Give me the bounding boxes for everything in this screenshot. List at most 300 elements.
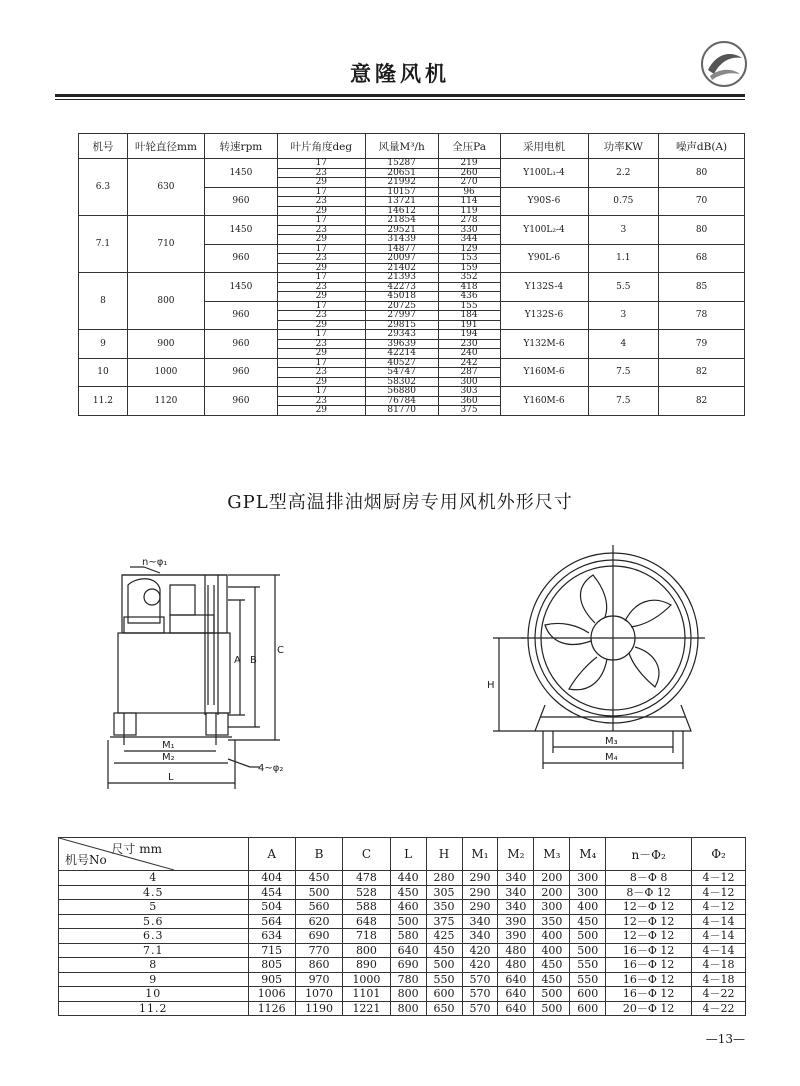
air-volume-cell: 20725 xyxy=(365,301,438,311)
dimension-cell: 340 xyxy=(498,871,534,886)
dimension-cell: 4－18 xyxy=(692,958,746,973)
dimension-cell: 16－Φ 12 xyxy=(606,958,692,973)
label-l: L xyxy=(168,772,174,783)
impeller-diameter-cell: 900 xyxy=(127,330,204,359)
blade-angle-cell: 17 xyxy=(277,387,365,397)
noise-cell: 82 xyxy=(659,387,745,416)
total-pressure-cell: 240 xyxy=(438,349,500,359)
blade-angle-cell: 23 xyxy=(277,396,365,406)
perf-header-cell: 叶轮直径mm xyxy=(127,134,204,159)
dimension-cell: 4－14 xyxy=(692,914,746,929)
speed-cell: 960 xyxy=(205,387,278,416)
perf-row xyxy=(79,216,745,226)
dimension-cell: 400 xyxy=(534,929,570,944)
dimension-cell: 1070 xyxy=(295,987,342,1002)
blade-angle-cell: 17 xyxy=(277,159,365,169)
air-volume-cell: 58302 xyxy=(365,377,438,387)
dimension-cell: 528 xyxy=(343,885,390,900)
dim-row xyxy=(59,972,746,987)
side-view-drawing xyxy=(100,545,315,795)
noise-cell: 80 xyxy=(659,159,745,188)
dim-header-cell: L xyxy=(390,838,426,871)
dimension-cell: 588 xyxy=(343,900,390,915)
dimension-cell: 1190 xyxy=(295,1001,342,1016)
dimension-cell: 690 xyxy=(390,958,426,973)
air-volume-cell: 42273 xyxy=(365,282,438,292)
corner-header xyxy=(59,838,249,871)
perf-header-cell: 叶片角度deg xyxy=(277,134,365,159)
dimension-cell: 4－22 xyxy=(692,987,746,1002)
dimension-cell: 690 xyxy=(295,929,342,944)
total-pressure-cell: 278 xyxy=(438,216,500,226)
dimension-cell: 860 xyxy=(295,958,342,973)
power-cell: 5.5 xyxy=(588,273,659,302)
dimension-cell: 450 xyxy=(390,885,426,900)
dim-header-cell: H xyxy=(426,838,462,871)
company-logo-icon xyxy=(700,40,748,88)
blade-angle-cell: 29 xyxy=(277,349,365,359)
performance-table-header xyxy=(79,134,745,159)
speed-cell: 960 xyxy=(205,244,278,273)
dimension-cell: 550 xyxy=(570,972,606,987)
dimension-cell: 350 xyxy=(534,914,570,929)
air-volume-cell: 42214 xyxy=(365,349,438,359)
header-rule xyxy=(55,94,745,97)
corner-header-top: 尺寸 mm xyxy=(111,842,162,856)
speed-cell: 960 xyxy=(205,301,278,330)
blade-angle-cell: 17 xyxy=(277,273,365,283)
dimension-cell: 500 xyxy=(570,929,606,944)
dim-row xyxy=(59,871,746,886)
speed-cell: 1450 xyxy=(205,273,278,302)
dimension-cell: 375 xyxy=(426,914,462,929)
blade-angle-cell: 29 xyxy=(277,178,365,188)
air-volume-cell: 39639 xyxy=(365,339,438,349)
dimension-cell: 634 xyxy=(248,929,295,944)
dimension-cell: 404 xyxy=(248,871,295,886)
dimension-cell: 454 xyxy=(248,885,295,900)
dimension-cell: 460 xyxy=(390,900,426,915)
dimension-cell: 350 xyxy=(426,900,462,915)
page-number: —13— xyxy=(705,1032,745,1046)
total-pressure-cell: 96 xyxy=(438,187,500,197)
blade-angle-cell: 23 xyxy=(277,339,365,349)
dim-row xyxy=(59,885,746,900)
dimension-cell: 8－Φ 8 xyxy=(606,871,692,886)
air-volume-cell: 21402 xyxy=(365,263,438,273)
fan-number-cell: 7.1 xyxy=(59,943,249,958)
total-pressure-cell: 436 xyxy=(438,292,500,302)
blade-angle-cell: 23 xyxy=(277,311,365,321)
air-volume-cell: 21854 xyxy=(365,216,438,226)
fan-number-cell: 7.1 xyxy=(79,216,128,273)
dimension-cell: 600 xyxy=(570,987,606,1002)
fan-number-cell: 4.5 xyxy=(59,885,249,900)
air-volume-cell: 81770 xyxy=(365,406,438,416)
blade-angle-cell: 29 xyxy=(277,263,365,273)
page-title: 意隆风机 xyxy=(350,61,450,86)
air-volume-cell: 13721 xyxy=(365,197,438,207)
motor-cell: Y160M-6 xyxy=(500,358,588,387)
dim-row xyxy=(59,914,746,929)
air-volume-cell: 29521 xyxy=(365,225,438,235)
dim-header-cell: B xyxy=(295,838,342,871)
blade-angle-cell: 23 xyxy=(277,225,365,235)
dimension-cell: 504 xyxy=(248,900,295,915)
air-volume-cell: 56880 xyxy=(365,387,438,397)
dimension-cell: 340 xyxy=(462,914,498,929)
dimension-cell: 580 xyxy=(390,929,426,944)
motor-cell: Y132S-4 xyxy=(500,273,588,302)
section-title: GPL型高温排油烟厨房专用风机外形尺寸 xyxy=(227,492,573,513)
label-a: A xyxy=(234,655,241,666)
dimension-cell: 500 xyxy=(534,1001,570,1016)
dimension-cell: 4－14 xyxy=(692,943,746,958)
dimension-cell: 200 xyxy=(534,871,570,886)
dimension-cell: 640 xyxy=(390,943,426,958)
dimension-table-header xyxy=(59,838,746,871)
impeller-diameter-cell: 1120 xyxy=(127,387,204,416)
header-rule-thin xyxy=(55,99,745,100)
motor-cell: Y160M-6 xyxy=(500,387,588,416)
blade-angle-cell: 23 xyxy=(277,197,365,207)
dimension-cell: 1006 xyxy=(248,987,295,1002)
perf-row xyxy=(79,159,745,169)
dimension-cell: 718 xyxy=(343,929,390,944)
dimension-cell: 400 xyxy=(534,943,570,958)
label-n-phi1: n~φ₁ xyxy=(142,557,168,568)
dimension-cell: 640 xyxy=(498,1001,534,1016)
power-cell: 2.2 xyxy=(588,159,659,188)
impeller-diameter-cell: 800 xyxy=(127,273,204,330)
total-pressure-cell: 270 xyxy=(438,178,500,188)
motor-cell: Y90S-6 xyxy=(500,187,588,216)
perf-row xyxy=(79,273,745,283)
dimension-cell: 12－Φ 12 xyxy=(606,929,692,944)
total-pressure-cell: 219 xyxy=(438,159,500,169)
dimension-cell: 12－Φ 12 xyxy=(606,900,692,915)
dim-row xyxy=(59,1001,746,1016)
dimension-cell: 4－22 xyxy=(692,1001,746,1016)
air-volume-cell: 54747 xyxy=(365,368,438,378)
dimension-cell: 305 xyxy=(426,885,462,900)
air-volume-cell: 14612 xyxy=(365,206,438,216)
total-pressure-cell: 194 xyxy=(438,330,500,340)
dimension-cell: 425 xyxy=(426,929,462,944)
blade-angle-cell: 17 xyxy=(277,301,365,311)
air-volume-cell: 76784 xyxy=(365,396,438,406)
label-m1: M₁ xyxy=(162,740,175,751)
motor-cell: Y132M-6 xyxy=(500,330,588,359)
dim-header-cell: M₃ xyxy=(534,838,570,871)
fan-number-cell: 6.3 xyxy=(79,159,128,216)
perf-header-cell: 风量M³/h xyxy=(365,134,438,159)
blade-angle-cell: 23 xyxy=(277,168,365,178)
air-volume-cell: 14877 xyxy=(365,244,438,254)
total-pressure-cell: 344 xyxy=(438,235,500,245)
label-c: C xyxy=(277,645,284,656)
front-view-drawing xyxy=(485,545,710,780)
dimension-cell: 450 xyxy=(534,972,570,987)
label-h: H xyxy=(487,680,495,691)
dimension-cell: 620 xyxy=(295,914,342,929)
total-pressure-cell: 230 xyxy=(438,339,500,349)
dimension-cell: 400 xyxy=(570,900,606,915)
dimension-cell: 570 xyxy=(462,1001,498,1016)
dimension-cell: 340 xyxy=(462,929,498,944)
speed-cell: 960 xyxy=(205,358,278,387)
total-pressure-cell: 129 xyxy=(438,244,500,254)
dimension-cell: 500 xyxy=(570,943,606,958)
dim-header-cell: Φ₂ xyxy=(692,838,746,871)
air-volume-cell: 20651 xyxy=(365,168,438,178)
blade-angle-cell: 17 xyxy=(277,216,365,226)
label-b: B xyxy=(250,655,257,666)
dimension-cell: 4－14 xyxy=(692,929,746,944)
dimension-cell: 4－12 xyxy=(692,871,746,886)
fan-number-cell: 4 xyxy=(59,871,249,886)
dimension-cell: 4－12 xyxy=(692,885,746,900)
dimension-cell: 650 xyxy=(426,1001,462,1016)
dimension-cell: 300 xyxy=(570,871,606,886)
dimension-cell: 770 xyxy=(295,943,342,958)
perf-header-cell: 功率KW xyxy=(588,134,659,159)
dim-row xyxy=(59,943,746,958)
blade-angle-cell: 23 xyxy=(277,254,365,264)
power-cell: 7.5 xyxy=(588,387,659,416)
dimension-cell: 780 xyxy=(390,972,426,987)
label-m4: M₄ xyxy=(605,752,618,763)
dimension-cell: 8－Φ 12 xyxy=(606,885,692,900)
label-m2: M₂ xyxy=(162,752,175,763)
dimension-cell: 440 xyxy=(390,871,426,886)
noise-cell: 80 xyxy=(659,216,745,245)
speed-cell: 960 xyxy=(205,330,278,359)
dimension-cell: 1101 xyxy=(343,987,390,1002)
dimension-cell: 500 xyxy=(390,914,426,929)
dimension-cell: 805 xyxy=(248,958,295,973)
dimension-cell: 4－18 xyxy=(692,972,746,987)
fan-number-cell: 11.2 xyxy=(79,387,128,416)
perf-row xyxy=(79,330,745,340)
power-cell: 3 xyxy=(588,301,659,330)
dimension-cell: 500 xyxy=(295,885,342,900)
fan-number-cell: 5 xyxy=(59,900,249,915)
dimension-cell: 340 xyxy=(498,885,534,900)
total-pressure-cell: 184 xyxy=(438,311,500,321)
dim-header-cell: A xyxy=(248,838,295,871)
blade-angle-cell: 29 xyxy=(277,320,365,330)
dimension-cell: 570 xyxy=(462,987,498,1002)
dim-row xyxy=(59,900,746,915)
air-volume-cell: 29343 xyxy=(365,330,438,340)
dimension-cell: 450 xyxy=(295,871,342,886)
total-pressure-cell: 242 xyxy=(438,358,500,368)
perf-header-cell: 转速rpm xyxy=(205,134,278,159)
fan-number-cell: 5.6 xyxy=(59,914,249,929)
dimension-cell: 16－Φ 12 xyxy=(606,972,692,987)
air-volume-cell: 29815 xyxy=(365,320,438,330)
dimension-cell: 550 xyxy=(570,958,606,973)
air-volume-cell: 40527 xyxy=(365,358,438,368)
blade-angle-cell: 29 xyxy=(277,206,365,216)
total-pressure-cell: 375 xyxy=(438,406,500,416)
dimension-cell: 420 xyxy=(462,958,498,973)
dimension-cell: 600 xyxy=(426,987,462,1002)
dimension-cell: 450 xyxy=(534,958,570,973)
noise-cell: 79 xyxy=(659,330,745,359)
dimension-cell: 450 xyxy=(426,943,462,958)
power-cell: 0.75 xyxy=(588,187,659,216)
blade-angle-cell: 17 xyxy=(277,187,365,197)
power-cell: 1.1 xyxy=(588,244,659,273)
dimension-cell: 1000 xyxy=(343,972,390,987)
dim-header-cell: M₁ xyxy=(462,838,498,871)
blade-angle-cell: 17 xyxy=(277,330,365,340)
power-cell: 4 xyxy=(588,330,659,359)
fan-number-cell: 6.3 xyxy=(59,929,249,944)
dimension-cell: 560 xyxy=(295,900,342,915)
dimension-cell: 290 xyxy=(462,885,498,900)
dim-header-cell: n－Φ₂ xyxy=(606,838,692,871)
fan-number-cell: 8 xyxy=(79,273,128,330)
dimension-cell: 20－Φ 12 xyxy=(606,1001,692,1016)
blade-angle-cell: 23 xyxy=(277,282,365,292)
total-pressure-cell: 159 xyxy=(438,263,500,273)
dimension-cell: 970 xyxy=(295,972,342,987)
impeller-diameter-cell: 630 xyxy=(127,159,204,216)
motor-cell: Y132S-6 xyxy=(500,301,588,330)
dimension-cell: 200 xyxy=(534,885,570,900)
noise-cell: 82 xyxy=(659,358,745,387)
corner-header-bottom: 机号No xyxy=(65,853,107,867)
impeller-diameter-cell: 710 xyxy=(127,216,204,273)
fan-number-cell: 9 xyxy=(79,330,128,359)
blade-angle-cell: 29 xyxy=(277,377,365,387)
dimension-cell: 1221 xyxy=(343,1001,390,1016)
blade-angle-cell: 29 xyxy=(277,235,365,245)
dimension-cell: 16－Φ 12 xyxy=(606,987,692,1002)
dimension-cell: 640 xyxy=(498,987,534,1002)
fan-number-cell: 10 xyxy=(79,358,128,387)
dimension-cell: 478 xyxy=(343,871,390,886)
air-volume-cell: 45018 xyxy=(365,292,438,302)
fan-number-cell: 8 xyxy=(59,958,249,973)
blade-angle-cell: 17 xyxy=(277,358,365,368)
dimension-cell: 4－12 xyxy=(692,900,746,915)
total-pressure-cell: 330 xyxy=(438,225,500,235)
dimension-cell: 290 xyxy=(462,900,498,915)
dimension-cell: 300 xyxy=(570,885,606,900)
blade-angle-cell: 29 xyxy=(277,406,365,416)
air-volume-cell: 20097 xyxy=(365,254,438,264)
dimension-cell: 890 xyxy=(343,958,390,973)
motor-cell: Y100L₂-4 xyxy=(500,216,588,245)
total-pressure-cell: 287 xyxy=(438,368,500,378)
total-pressure-cell: 191 xyxy=(438,320,500,330)
total-pressure-cell: 114 xyxy=(438,197,500,207)
label-4-phi2: 4~φ₂ xyxy=(258,763,284,774)
total-pressure-cell: 155 xyxy=(438,301,500,311)
total-pressure-cell: 260 xyxy=(438,168,500,178)
dim-row xyxy=(59,987,746,1002)
speed-cell: 1450 xyxy=(205,216,278,245)
noise-cell: 78 xyxy=(659,301,745,330)
dimension-cell: 390 xyxy=(498,914,534,929)
dimension-cell: 280 xyxy=(426,871,462,886)
dimension-cell: 16－Φ 12 xyxy=(606,943,692,958)
dimension-cell: 1126 xyxy=(248,1001,295,1016)
dimension-cell: 420 xyxy=(462,943,498,958)
dimension-cell: 480 xyxy=(498,943,534,958)
air-volume-cell: 15287 xyxy=(365,159,438,169)
air-volume-cell: 21992 xyxy=(365,178,438,188)
total-pressure-cell: 360 xyxy=(438,396,500,406)
dimension-cell: 570 xyxy=(462,972,498,987)
total-pressure-cell: 153 xyxy=(438,254,500,264)
blade-angle-cell: 17 xyxy=(277,244,365,254)
dimension-cell: 600 xyxy=(570,1001,606,1016)
dimension-cell: 500 xyxy=(426,958,462,973)
total-pressure-cell: 352 xyxy=(438,273,500,283)
dimension-cell: 500 xyxy=(534,987,570,1002)
blade-angle-cell: 29 xyxy=(277,292,365,302)
dim-header-cell: M₄ xyxy=(570,838,606,871)
performance-table xyxy=(78,133,745,416)
fan-number-cell: 10 xyxy=(59,987,249,1002)
dimension-cell: 340 xyxy=(498,900,534,915)
dim-header-cell: C xyxy=(343,838,390,871)
total-pressure-cell: 300 xyxy=(438,377,500,387)
noise-cell: 68 xyxy=(659,244,745,273)
dimension-cell: 390 xyxy=(498,929,534,944)
perf-header-cell: 采用电机 xyxy=(500,134,588,159)
air-volume-cell: 31439 xyxy=(365,235,438,245)
dimension-cell: 648 xyxy=(343,914,390,929)
dimension-table xyxy=(58,837,746,1016)
air-volume-cell: 10157 xyxy=(365,187,438,197)
fan-number-cell: 11.2 xyxy=(59,1001,249,1016)
dimension-cell: 800 xyxy=(390,1001,426,1016)
total-pressure-cell: 418 xyxy=(438,282,500,292)
air-volume-cell: 21393 xyxy=(365,273,438,283)
dimension-cell: 480 xyxy=(498,958,534,973)
power-cell: 7.5 xyxy=(588,358,659,387)
total-pressure-cell: 303 xyxy=(438,387,500,397)
fan-number-cell: 9 xyxy=(59,972,249,987)
dimension-cell: 800 xyxy=(390,987,426,1002)
dimension-cell: 715 xyxy=(248,943,295,958)
dimension-cell: 550 xyxy=(426,972,462,987)
impeller-diameter-cell: 1000 xyxy=(127,358,204,387)
dim-row xyxy=(59,929,746,944)
dim-header-cell: M₂ xyxy=(498,838,534,871)
noise-cell: 70 xyxy=(659,187,745,216)
label-m3: M₃ xyxy=(605,736,618,747)
perf-header-cell: 全压Pa xyxy=(438,134,500,159)
perf-header-cell: 机号 xyxy=(79,134,128,159)
dim-row xyxy=(59,958,746,973)
dimension-cell: 12－Φ 12 xyxy=(606,914,692,929)
dimension-cell: 905 xyxy=(248,972,295,987)
power-cell: 3 xyxy=(588,216,659,245)
dimension-cell: 300 xyxy=(534,900,570,915)
motor-cell: Y90L-6 xyxy=(500,244,588,273)
dimension-cell: 640 xyxy=(498,972,534,987)
noise-cell: 85 xyxy=(659,273,745,302)
total-pressure-cell: 119 xyxy=(438,206,500,216)
speed-cell: 960 xyxy=(205,187,278,216)
